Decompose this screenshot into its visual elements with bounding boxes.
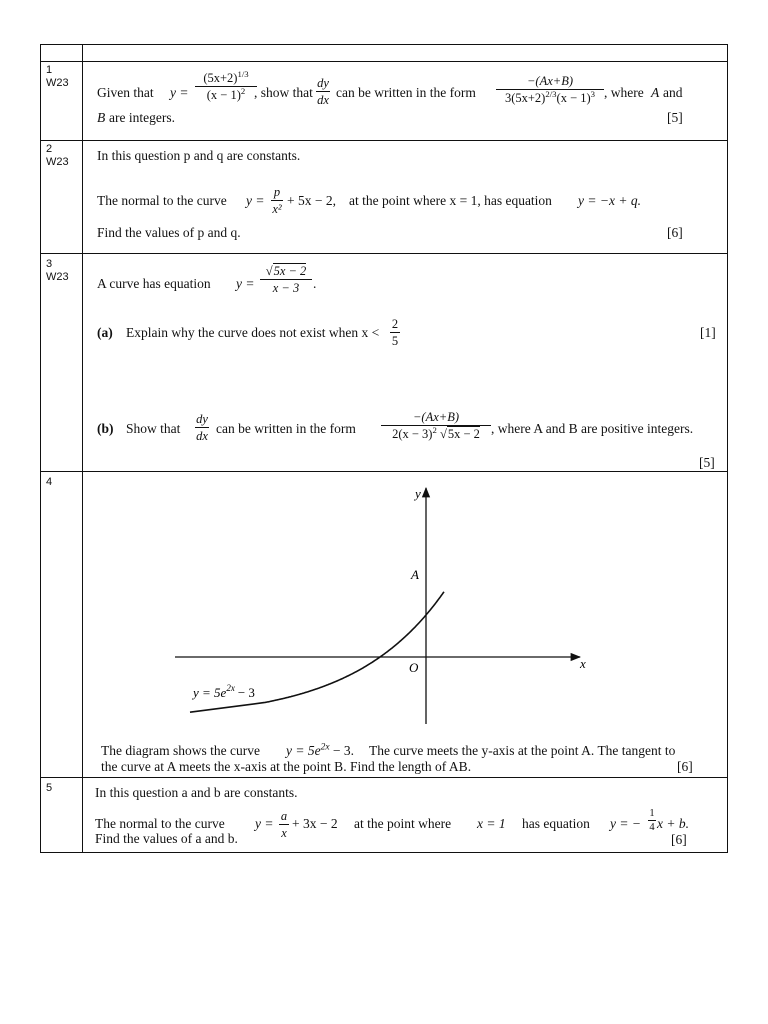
q2-normal-eq: y = −x + q. xyxy=(578,193,641,208)
q5-eq-y: y = xyxy=(255,816,274,831)
q1-frac-den: (x − 1) xyxy=(206,88,241,102)
q5-frac-num: a xyxy=(280,809,288,823)
curve-label-rest: − 3 xyxy=(237,685,255,700)
q3-part-a-num: 2 xyxy=(391,317,399,331)
q3-part-b-text: can be written in the form xyxy=(216,421,356,436)
header-row-divider xyxy=(40,61,728,62)
column-divider xyxy=(82,44,83,853)
q2-text: at the point where x = 1, has equation xyxy=(349,193,552,208)
q2-marks: [6] xyxy=(667,225,683,240)
q1-text: can be written in the form xyxy=(336,85,476,100)
question-table xyxy=(40,44,728,853)
dx: dx xyxy=(196,429,208,443)
point-a-label: A xyxy=(411,567,419,582)
margin-tick xyxy=(714,253,728,254)
q3-fraction: √5x − 2 x − 3 xyxy=(260,264,312,295)
q3-part-a-den: 5 xyxy=(391,334,399,348)
q1-form-exp: 2/3 xyxy=(545,88,557,99)
q1-form-num: −(Ax+B) xyxy=(526,74,573,88)
q3-part-b-num: −(Ax+B) xyxy=(412,410,459,424)
margin-tick xyxy=(714,140,728,141)
q4-text: The diagram shows the curve xyxy=(101,743,260,758)
q2-intro: In this question p and q are constants. xyxy=(97,148,301,163)
q1-frac-num-exp: 1/3 xyxy=(237,68,249,79)
y-axis-label: y xyxy=(415,486,421,501)
q1-eq-y: y = xyxy=(170,85,189,100)
q2-text: The normal to the curve xyxy=(97,193,227,208)
q1-target-form xyxy=(496,74,604,105)
margin-tick xyxy=(714,471,728,472)
q5-frac-den: x xyxy=(281,826,287,840)
q2-fraction xyxy=(271,185,283,216)
q1-var-b: B xyxy=(97,110,106,125)
q5-text: has equation xyxy=(522,816,590,831)
row-divider-1 xyxy=(40,140,728,141)
q3-part-b-label: (b) xyxy=(97,421,114,436)
q3-part-b-text: , where A and B are positive integers. xyxy=(491,421,694,436)
curve-equation-label xyxy=(191,683,255,700)
q3-part-b-den: 2(x − 3) xyxy=(392,427,433,441)
q5-fraction xyxy=(279,809,289,840)
q1-marks: [5] xyxy=(667,110,683,125)
q3-frac-num: 5x − 2 xyxy=(273,264,307,278)
q2-task: Find the values of p and q. xyxy=(97,225,241,240)
q1-text: , show that xyxy=(254,85,313,100)
origin-label: O xyxy=(409,660,419,675)
q3-part-b-marks: [5] xyxy=(699,455,715,470)
question-number: 4 xyxy=(46,476,53,488)
q1-text: and xyxy=(663,85,683,100)
q4-text: The curve meets the y-axis at the point A. The tangent to xyxy=(369,743,676,758)
curve-diagram xyxy=(160,478,600,728)
q3-part-b-form: −(Ax+B) $2(x - 3)^2$ √5x − 2 xyxy=(381,410,491,441)
q3-part-a-marks: [1] xyxy=(700,325,716,340)
q5-text: at the point where xyxy=(354,816,452,831)
q4-eq xyxy=(286,743,354,759)
q5-normal-den: 4 xyxy=(649,822,655,833)
q3-part-a-text: Explain why the curve does not exist when x < xyxy=(126,325,380,340)
q1-form-den: 3(5x+2) xyxy=(504,91,546,105)
q5-task: Find the values of a and b. xyxy=(95,831,238,846)
question-number: 5 xyxy=(46,782,53,794)
q4-text: the curve at A meets the x-axis at the point B. Find the length of AB. xyxy=(101,759,472,774)
dy: dy xyxy=(317,76,329,90)
question-session: W23 xyxy=(46,271,69,283)
q3-part-a-label: (a) xyxy=(97,325,113,340)
q4-eq-exp: 2x xyxy=(320,742,330,753)
q1-text: are integers. xyxy=(109,110,175,125)
q5-text: The normal to the curve xyxy=(95,816,225,831)
row-divider-4 xyxy=(40,777,728,778)
q1-frac-den-exp: 2 xyxy=(240,85,246,96)
dx: dx xyxy=(317,93,329,107)
q5-eq-rest: + 3x − 2 xyxy=(292,816,338,831)
q1-text: , where xyxy=(604,85,644,100)
x-axis-label: x xyxy=(580,656,586,671)
q2-eq-y: y = xyxy=(246,193,265,208)
row-divider-3 xyxy=(40,471,728,472)
q1-frac-num: (5x+2) xyxy=(203,71,238,85)
q3-part-b-exp: 2 xyxy=(432,424,437,435)
q5-normal-eq-a: y = − xyxy=(610,816,641,831)
question-number: 1 xyxy=(46,64,53,76)
q5-normal-num: 1 xyxy=(649,808,655,819)
q1-form-exp: 3 xyxy=(590,88,596,99)
q5-marks: [6] xyxy=(671,832,687,847)
exponential-curve xyxy=(190,592,444,712)
question-session: W23 xyxy=(46,77,69,89)
q2-frac-den: x² xyxy=(272,202,282,216)
q5-eq-x: x = 1 xyxy=(477,816,506,831)
curve-label-text: y = 5e xyxy=(193,685,227,700)
q5-normal-eq-b: x + b. xyxy=(657,816,689,831)
q1-equation-fraction xyxy=(195,68,257,102)
q3-frac-den: x − 3 xyxy=(272,281,300,295)
q3-part-b-text: Show that xyxy=(126,421,181,436)
question-session: W23 xyxy=(46,156,69,168)
q2-eq-rest: + 5x − 2, xyxy=(287,193,336,208)
curve-label-exp: 2x xyxy=(226,683,235,693)
q4-marks: [6] xyxy=(677,759,693,774)
question-number: 2 xyxy=(46,143,53,155)
margin-tick xyxy=(714,61,728,62)
q1-form-den: (x − 1) xyxy=(556,91,591,105)
row-divider-2 xyxy=(40,253,728,254)
q1-text: Given that xyxy=(97,85,154,100)
q4-eq-rest: − 3. xyxy=(332,743,355,758)
q3-period: . xyxy=(313,276,317,291)
q3-part-b-rad: 5x − 2 xyxy=(447,427,480,441)
q5-intro: In this question a and b are constants. xyxy=(95,785,298,800)
question-number: 3 xyxy=(46,258,53,270)
q1-var-a: A xyxy=(651,85,660,100)
q4-eq-base: y = 5e xyxy=(286,743,321,758)
q1-derivative xyxy=(316,76,330,107)
q2-frac-num: p xyxy=(273,185,281,199)
q3-eq-y: y = xyxy=(236,276,255,291)
q3-derivative xyxy=(195,412,209,443)
q3-intro: A curve has equation xyxy=(97,276,211,291)
dy: dy xyxy=(196,412,208,426)
q3-part-a-fraction xyxy=(390,317,400,348)
q5-normal-fraction xyxy=(648,808,656,833)
